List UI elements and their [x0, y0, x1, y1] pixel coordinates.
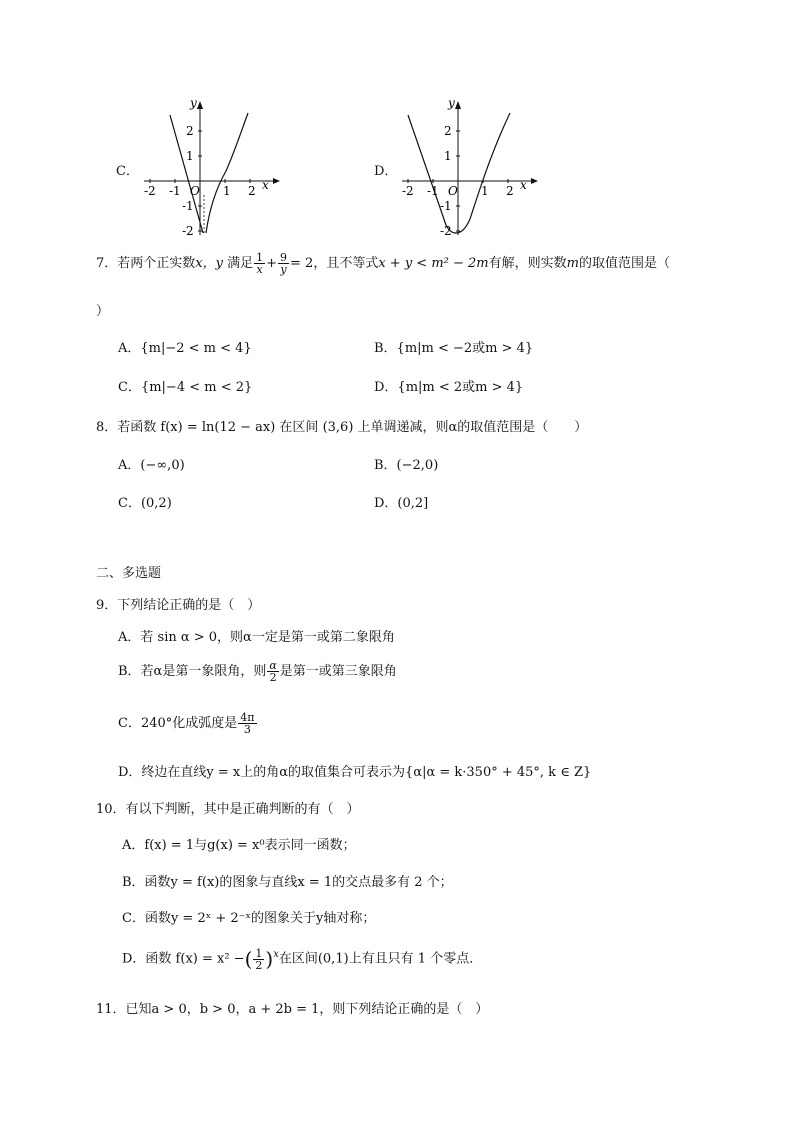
question-7-close-paren: ）: [96, 304, 110, 319]
y-tick-2: 2: [444, 124, 452, 138]
fraction-1-over-x: $\frac{1}{x}$: [256, 251, 264, 276]
question-10-option-d: D．函数 f(x) = x² −( $\frac{1}{2}$ )$^x$在区间(0,1)上有且只有 1 个零点．: [122, 946, 483, 972]
graph-c-svg: [140, 95, 280, 238]
question-11-stem: 11．已知a > 0，b > 0，a + 2b = 1，则下列结论正确的是（ ）: [96, 1002, 489, 1017]
question-8-option-b: B．(−2,0): [374, 458, 439, 473]
question-10-option-c: C．函数y = 2ˣ + 2⁻ˣ的图象关于y轴对称；: [122, 911, 376, 926]
fraction-alpha-over-2: $\frac{\alpha}{2}$: [269, 659, 277, 684]
y-tick-1: 1: [186, 149, 194, 163]
fraction-1-over-2: $\frac{1}{2}$: [255, 946, 263, 972]
x-tick-1: 1: [223, 184, 231, 198]
x-axis-arrow: [273, 178, 280, 184]
x-tick-neg1: -1: [427, 184, 439, 198]
question-8-option-a: A．(−∞,0): [118, 458, 185, 473]
fraction-9-over-y: $\frac{9}{y}$: [280, 251, 288, 276]
option-d-label: D．: [374, 164, 398, 179]
y-tick-2: 2: [186, 124, 194, 138]
option-c-label: C．: [116, 164, 139, 179]
question-10-option-b: B．函数y = f(x)的图象与直线x = 1的交点最多有 2 个；: [122, 875, 453, 890]
y-tick-neg1: -1: [440, 199, 452, 213]
y-tick-neg2: -2: [440, 224, 452, 238]
question-10-stem: 10．有以下判断，其中是正确判断的有（ ）: [96, 802, 360, 817]
x-tick-neg1: -1: [169, 184, 181, 198]
x-tick-2: 2: [248, 184, 256, 198]
question-7-option-b: B．{m|m < −2或m > 4}: [374, 341, 534, 356]
fraction-4pi-over-3: $\frac{4\pi}{3}$: [240, 711, 255, 736]
section-heading-multiple-choice: 二、多选题: [96, 566, 162, 581]
y-axis-arrow: [197, 101, 203, 109]
x-tick-neg2: -2: [144, 184, 156, 198]
origin-label: O: [190, 184, 200, 198]
curve-c-right: [206, 113, 248, 233]
question-7-option-c: C．{m|−4 < m < 2}: [118, 380, 253, 395]
x-axis-arrow: [531, 178, 538, 184]
question-8-option-d: D．(0,2]: [374, 496, 429, 511]
graph-c: [140, 95, 280, 238]
y-tick-1: 1: [444, 149, 452, 163]
question-9-stem: 9．下列结论正确的是（ ）: [96, 598, 261, 613]
x-tick-1: 1: [481, 184, 489, 198]
question-9-option-c: C．240°化成弧度是 $\frac{4\pi}{3}$: [118, 711, 255, 736]
x-tick-neg2: -2: [402, 184, 414, 198]
graph-d: [398, 95, 538, 238]
y-axis-label: y: [448, 96, 455, 110]
y-axis-arrow: [455, 101, 461, 109]
y-tick-neg2: -2: [182, 224, 194, 238]
x-axis-label: x: [520, 178, 527, 192]
question-9-option-b: B．若α是第一象限角，则 $\frac{\alpha}{2}$ 是第一或第三象限角: [118, 659, 397, 684]
question-7-stem: 7．若两个正实数x，y 满足 $\frac{1}{x}$ + $\frac{9}{y}$ = 2，且不等式x + y < m² − 2m有解，则实数m的取值范围是（: [96, 251, 670, 276]
y-axis-label: y: [190, 96, 197, 110]
origin-label: O: [448, 184, 458, 198]
question-8-option-c: C．(0,2): [118, 496, 172, 511]
x-tick-2: 2: [506, 184, 514, 198]
y-tick-neg1: -1: [182, 199, 194, 213]
question-9-option-a: A．若 sin α > 0，则α一定是第一或第二象限角: [118, 630, 395, 645]
graph-d-svg: [398, 95, 538, 238]
question-7-option-a: A．{m|−2 < m < 4}: [118, 341, 252, 356]
question-10-option-a: A．f(x) = 1与g(x) = x⁰表示同一函数；: [122, 838, 356, 853]
question-7-option-d: D．{m|m < 2或m > 4}: [374, 380, 524, 395]
question-8-stem: 8．若函数 f(x) = ln(12 − ax) 在区间 (3,6) 上单调递减，则α的取值范围是（ ）: [96, 420, 588, 435]
x-axis-label: x: [262, 178, 269, 192]
question-9-option-d: D．终边在直线y = x上的角α的取值集合可表示为{α|α = k·350° + 45°, k ∈ Z}: [118, 765, 592, 780]
